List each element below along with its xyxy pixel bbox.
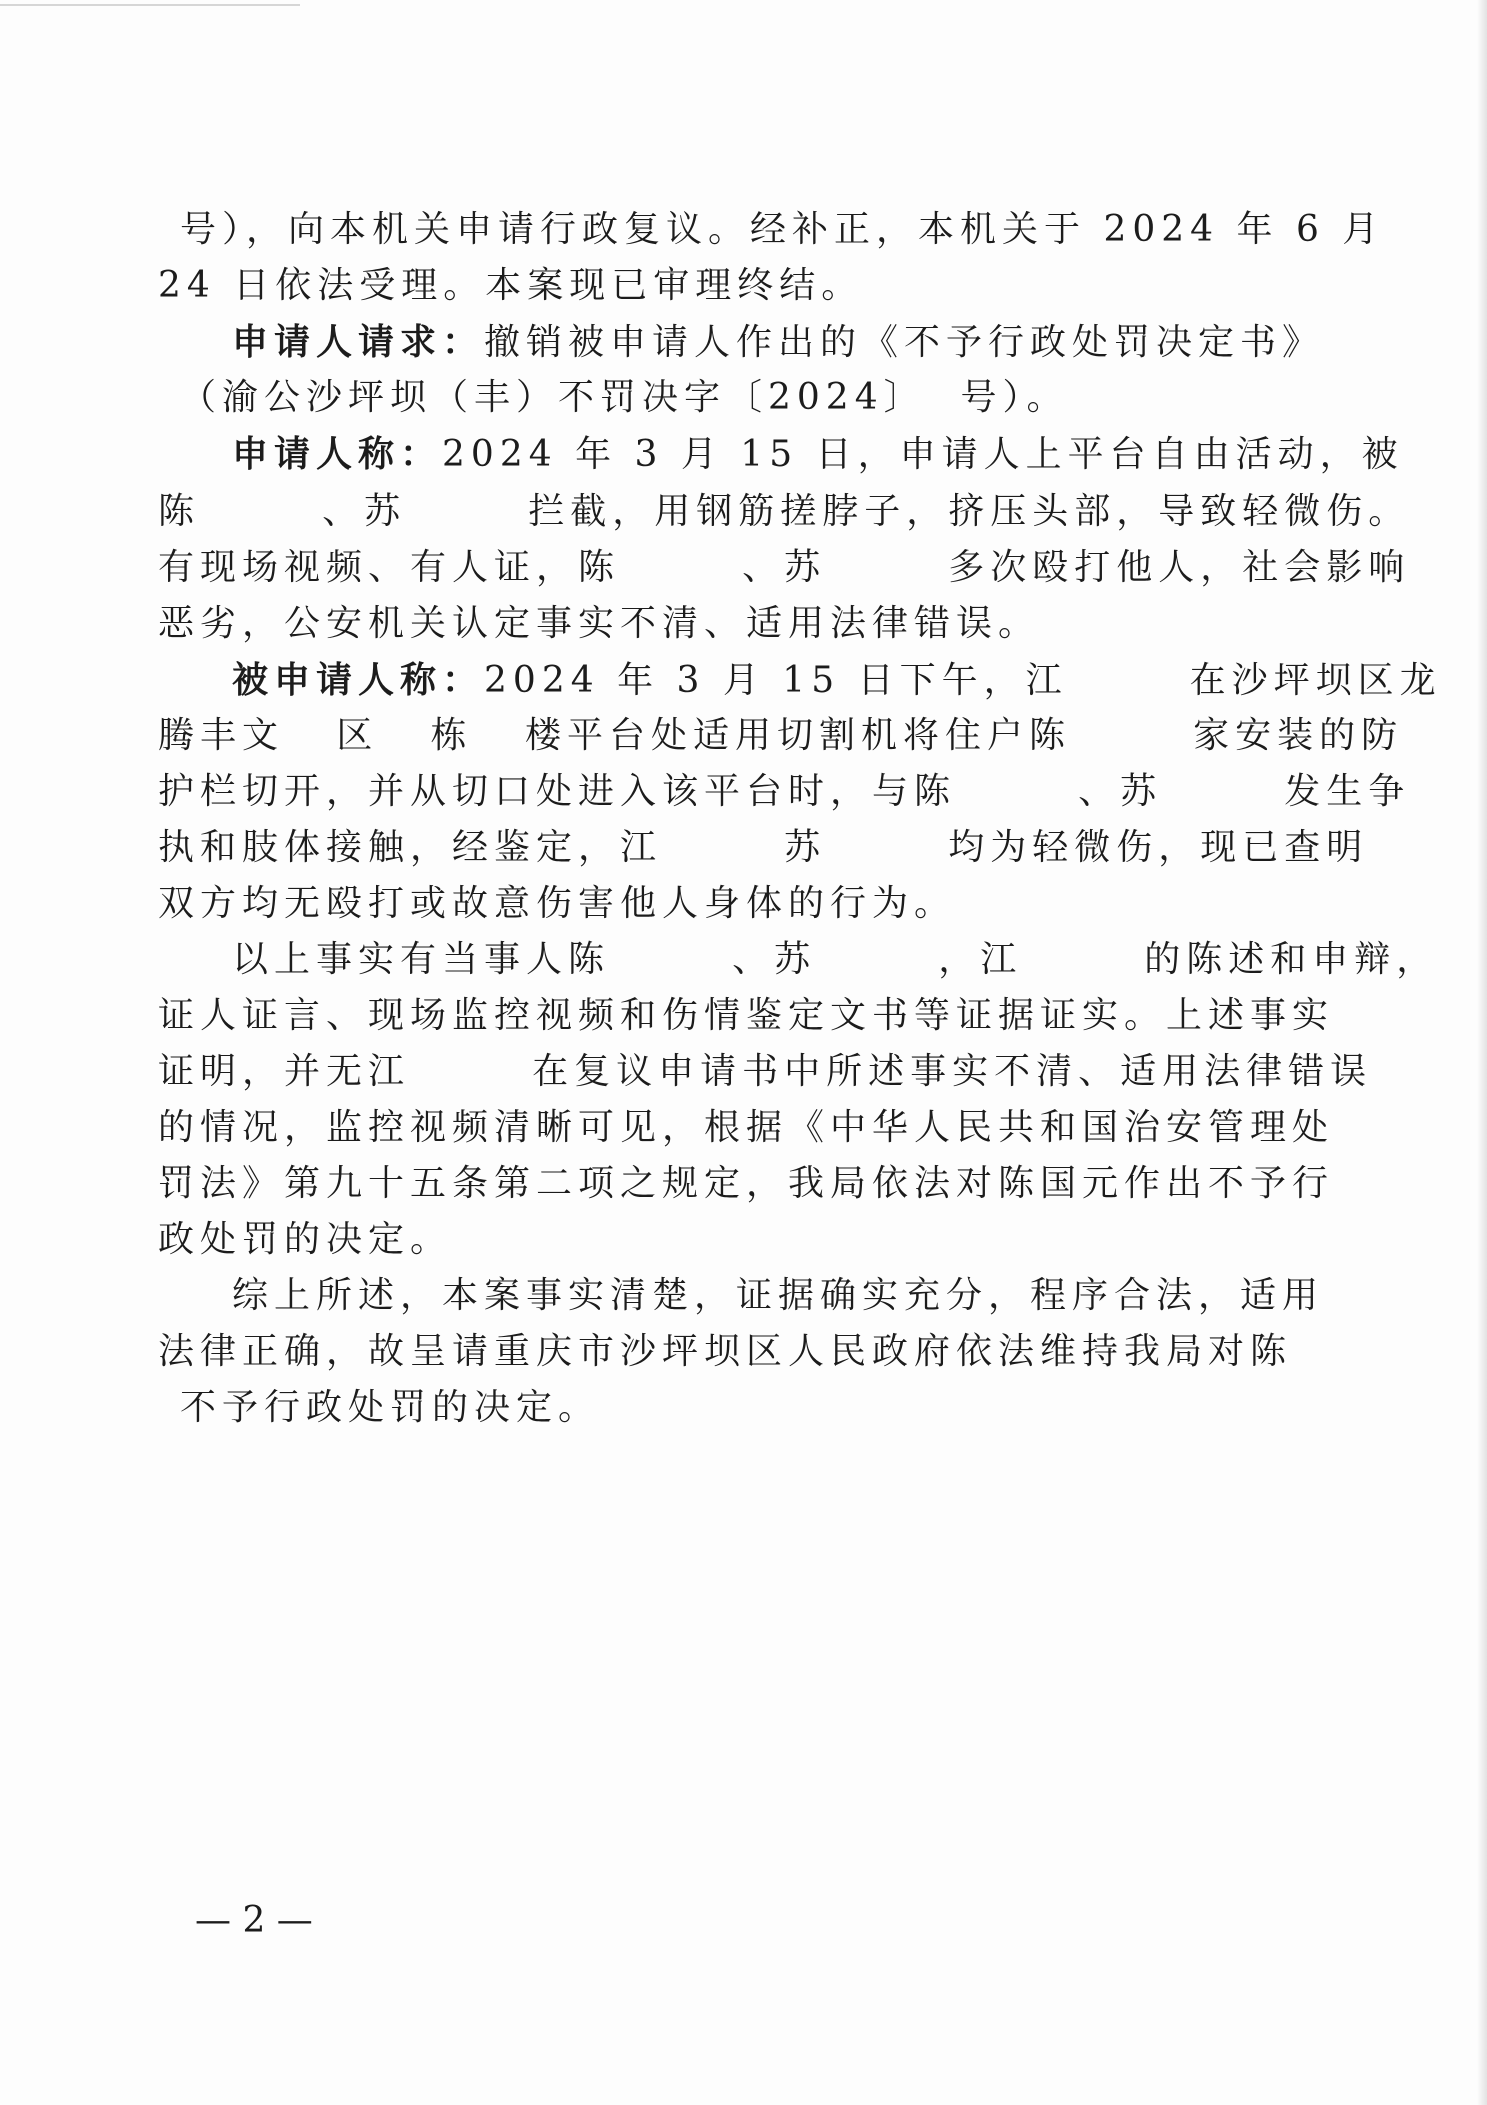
applicant-request-label: 申请人请求： [232, 321, 485, 363]
scan-top-rule [0, 4, 300, 6]
facts-paragraph: 以上事实有当事人陈 、苏 ，江 的陈述和申辩， [232, 939, 1439, 980]
conclusion-paragraph: 综上所述，本案事实清楚，证据确实充分，程序合法，适用 [232, 1275, 1325, 1316]
respondent-statement-paragraph: 被申请人称：2024 年 3 月 15 日下午，江 在沙坪坝区龙 [232, 659, 1442, 701]
page-number: — 2 — [195, 1900, 313, 1941]
body-line: 双方均无殴打或故意伤害他人身体的行为。 [158, 883, 957, 924]
body-line: 不予行政处罚的决定。 [180, 1387, 601, 1428]
applicant-statement-paragraph: 申请人称：2024 年 3 月 15 日，申请人上平台自由活动，被 [232, 433, 1404, 475]
body-line: 号），向本机关申请行政复议。经补正，本机关于 2024 年 6 月 [180, 209, 1385, 250]
applicant-statement-label: 申请人称： [232, 433, 443, 475]
body-line: 的情况，监控视频清晰可见，根据《中华人民共和国治安管理处 [158, 1107, 1335, 1148]
body-line: 证明，并无江 在复议申请书中所述事实不清、适用法律错误 [158, 1051, 1373, 1092]
body-line: 恶劣，公安机关认定事实不清、适用法律错误。 [158, 603, 1041, 644]
body-line: 法律正确，故呈请重庆市沙坪坝区人民政府依法维持我局对陈 [158, 1331, 1293, 1372]
body-line: 罚法》第九十五条第二项之规定，我局依法对陈国元作出不予行 [158, 1163, 1335, 1204]
scan-edge-shadow [1477, 0, 1487, 2105]
body-line: 腾丰文 区 栋 楼平台处适用切割机将住户陈 家安装的防 [158, 715, 1404, 756]
body-line: 政处罚的决定。 [158, 1219, 453, 1260]
body-line: 陈 、苏 拦截，用钢筋搓脖子，挤压头部，导致轻微伤。 [158, 491, 1411, 532]
applicant-request-paragraph: 申请人请求：撤销被申请人作出的《不予行政处罚决定书》 [232, 321, 1325, 363]
respondent-statement-label: 被申请人称： [232, 659, 485, 701]
body-line: 护栏切开，并从切口处进入该平台时，与陈 、苏 发生争 [158, 771, 1411, 812]
body-line: 有现场视频、有人证，陈 、苏 多次殴打他人，社会影响 [158, 547, 1411, 588]
body-line: 执和肢体接触，经鉴定，江 苏 均为轻微伤，现已查明 [158, 827, 1369, 868]
body-line: （渝公沙坪坝（丰）不罚决字〔2024〕 号）。 [180, 377, 1069, 418]
body-line: 证人证言、现场监控视频和伤情鉴定文书等证据证实。上述事实 [158, 995, 1335, 1036]
body-line: 24 日依法受理。本案现已审理终结。 [158, 265, 864, 306]
